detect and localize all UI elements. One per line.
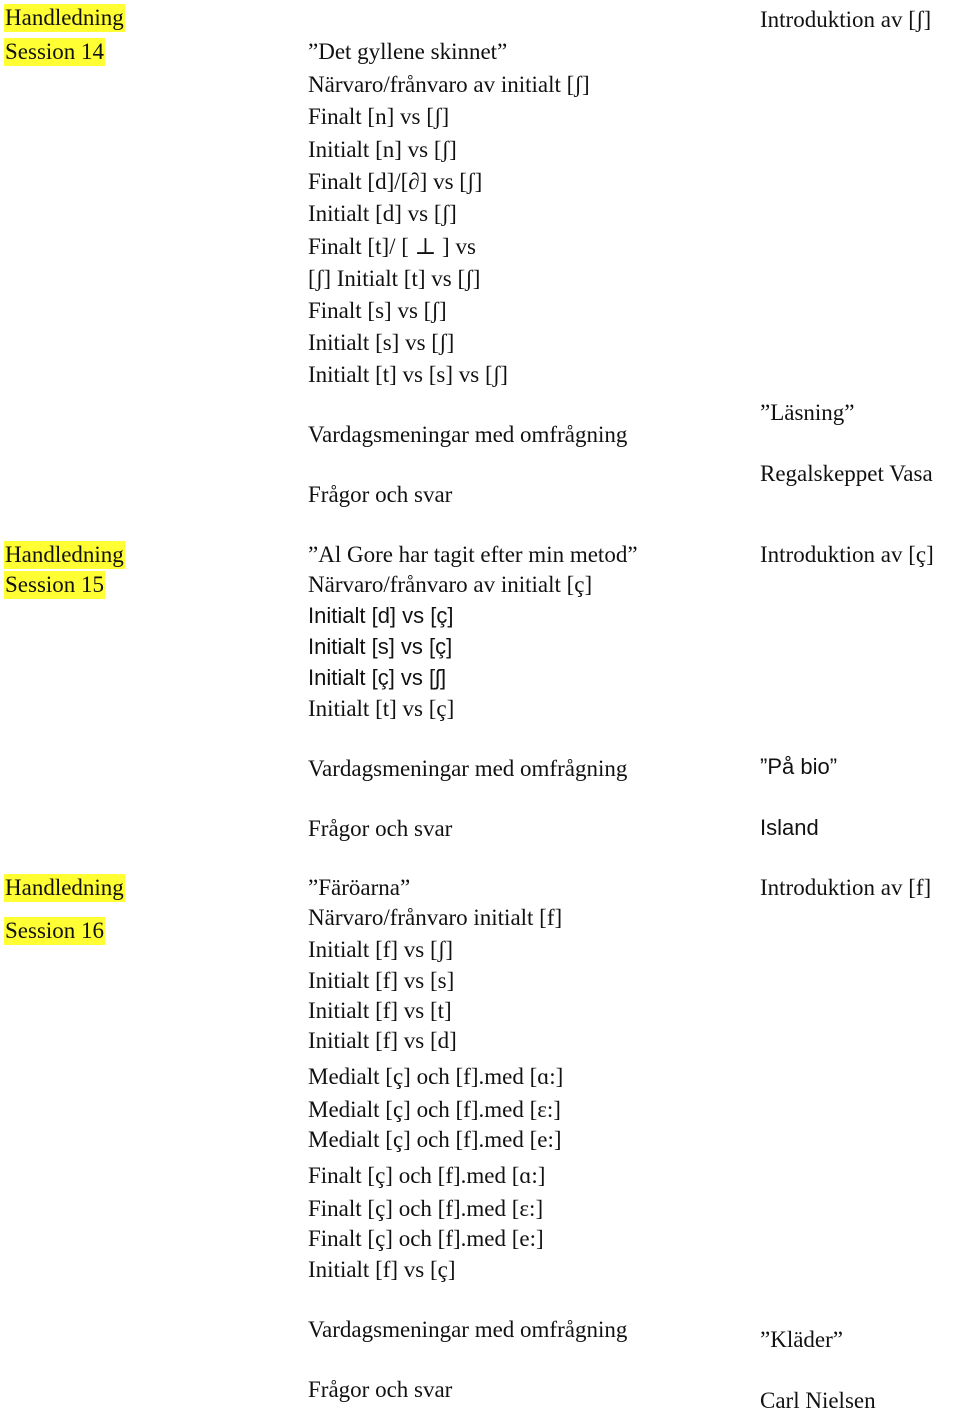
session-label: Session 15 — [5, 572, 105, 597]
exercise-line: Finalt [d]/[∂] vs [ʃ] — [308, 169, 483, 194]
introduction-text: Introduktion av [ç] — [760, 542, 934, 567]
exercise-line: Finalt [s] vs [ʃ] — [308, 298, 447, 323]
session-label: Session 14 — [5, 39, 105, 64]
handledning-label: Handledning — [5, 542, 124, 567]
exercise-line: Initialt [d] vs [ʃ] — [308, 201, 457, 226]
exercise-line: Finalt [n] vs [ʃ] — [308, 104, 450, 129]
reading-title: ”Läsning” — [760, 400, 855, 425]
exercise-line: Medialt [ç] och [f].med [ɑ:] — [308, 1064, 564, 1089]
exercise-line: [ʃ] Initialt [t] vs [ʃ] — [308, 266, 481, 291]
exercise-line: Medialt [ç] och [f].med [ε:] — [308, 1097, 561, 1122]
exercise-line: Initialt [s] vs [ʃ] — [308, 330, 455, 355]
exercise-line: Initialt [d] vs [ç] — [308, 603, 454, 628]
exercise-line: Initialt [f] vs [ç] — [308, 1257, 456, 1282]
introduction-text: Introduktion av [ʃ] — [760, 7, 932, 32]
reading-topic: Island — [760, 815, 819, 840]
exercise-line: Initialt [ç] vs [ʃ] — [308, 665, 447, 690]
exercise-line: Initialt [n] vs [ʃ] — [308, 137, 457, 162]
exercise-line: Initialt [s] vs [ç] — [308, 634, 453, 659]
reading-topic: Regalskeppet Vasa — [760, 461, 933, 486]
exercise-line: Initialt [f] vs [ʃ] — [308, 937, 453, 962]
story-title: ”Det gyllene skinnet” — [308, 39, 508, 64]
reading-title: ”Kläder” — [760, 1327, 843, 1352]
session-label: Session 16 — [5, 918, 105, 943]
exercise-line: Initialt [t] vs [ç] — [308, 696, 455, 721]
exercise-line: Initialt [f] vs [t] — [308, 998, 452, 1023]
handledning-label: Handledning — [5, 5, 124, 30]
exercise-line: Finalt [ç] och [f].med [ɑ:] — [308, 1163, 546, 1188]
introduction-text: Introduktion av [f] — [760, 875, 932, 900]
everyday-sentences: Vardagsmeningar med omfrågning — [308, 1317, 628, 1342]
everyday-sentences: Vardagsmeningar med omfrågning — [308, 756, 628, 781]
reading-topic: Carl Nielsen — [760, 1388, 876, 1413]
exercise-line: Initialt [f] vs [s] — [308, 968, 455, 993]
everyday-sentences: Vardagsmeningar med omfrågning — [308, 422, 628, 447]
exercise-line: Initialt [f] vs [d] — [308, 1028, 457, 1053]
questions-answers: Frågor och svar — [308, 482, 453, 507]
reading-title: ”På bio” — [760, 754, 838, 779]
exercise-line: Initialt [t] vs [s] vs [ʃ] — [308, 362, 508, 387]
exercise-line: Närvaro/frånvaro av initialt [ç] — [308, 572, 593, 597]
questions-answers: Frågor och svar — [308, 816, 453, 841]
exercise-line: Finalt [ç] och [f].med [e:] — [308, 1226, 544, 1251]
questions-answers: Frågor och svar — [308, 1377, 453, 1402]
exercise-line: Medialt [ç] och [f].med [e:] — [308, 1127, 562, 1152]
handledning-label: Handledning — [5, 875, 124, 900]
story-title: ”Färöarna” — [308, 875, 411, 900]
story-title: ”Al Gore har tagit efter min metod” — [308, 542, 638, 567]
exercise-line: Finalt [ç] och [f].med [ε:] — [308, 1196, 544, 1221]
exercise-line: Närvaro/frånvaro av initialt [ʃ] — [308, 72, 590, 97]
exercise-line: Närvaro/frånvaro initialt [f] — [308, 905, 563, 930]
exercise-line: Finalt [t]/ [ ⊥ ] vs — [308, 234, 476, 259]
